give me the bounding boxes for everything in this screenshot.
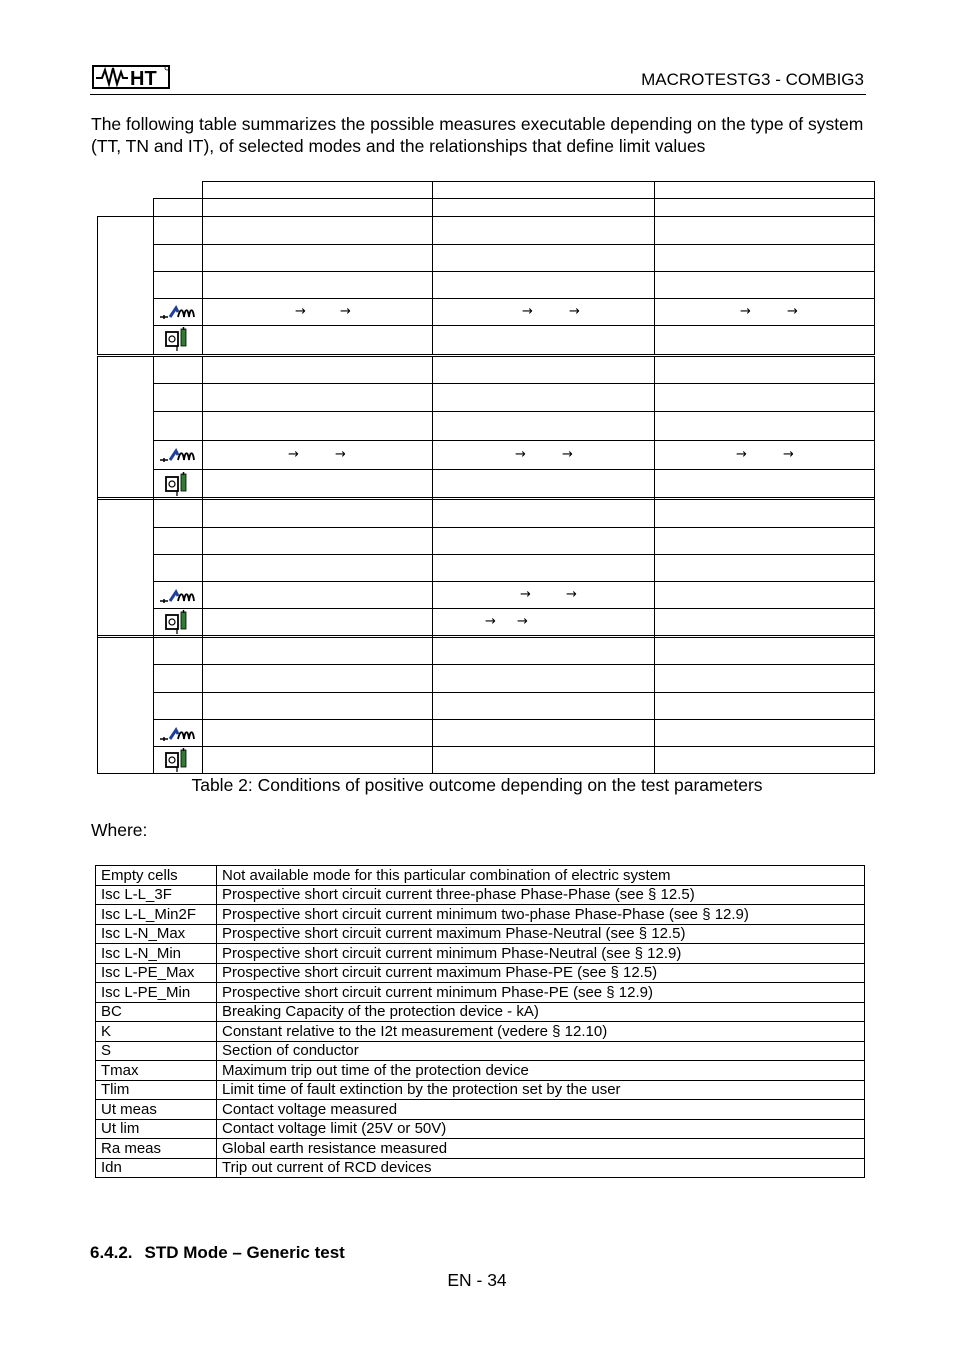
table-grid-line — [202, 216, 203, 355]
table-row-line — [153, 325, 874, 326]
legend-description: Maximum trip out time of the protection device — [217, 1061, 865, 1081]
table-grid-line — [153, 198, 154, 217]
legend-row — [96, 1080, 865, 1100]
table-grid-line — [153, 216, 154, 355]
table-row-line — [153, 271, 874, 272]
table-row-line — [153, 554, 874, 555]
arrow-icon: → — [522, 304, 533, 319]
table-grid-line — [97, 637, 98, 774]
legend-key: Isc L-L_Min2F — [96, 905, 217, 925]
arrow-icon: → — [787, 304, 798, 319]
legend-key: Empty cells — [96, 866, 217, 886]
legend-description: Contact voltage limit (25V or 50V) — [217, 1119, 865, 1139]
legend-key: Ra meas — [96, 1139, 217, 1159]
table-grid-line — [654, 637, 655, 774]
table-row-line — [153, 527, 874, 528]
table-grid-line — [874, 356, 875, 499]
arrow-icon: → — [335, 447, 346, 462]
legend-row — [96, 866, 865, 886]
group-separator — [97, 354, 874, 355]
page-header — [90, 62, 866, 95]
rcd-trip-icon — [164, 747, 192, 773]
legend-key: Isc L-L_3F — [96, 885, 217, 905]
legend-key: Isc L-N_Max — [96, 924, 217, 944]
table-grid-line — [97, 499, 98, 637]
table-grid-line — [874, 637, 875, 774]
group-separator — [97, 635, 874, 636]
table-grid-line — [654, 181, 655, 217]
section-heading — [90, 1243, 345, 1263]
arrow-icon: → — [520, 587, 531, 602]
table-grid-line — [153, 499, 154, 637]
table-row-line — [153, 608, 874, 609]
table-grid-line — [97, 356, 98, 499]
arrow-icon: → — [783, 447, 794, 462]
table-row-line — [153, 746, 874, 747]
legend-row — [96, 1139, 865, 1159]
legend-description: Prospective short circuit current minimum two-phase Phase-Phase (see § 12.9) — [217, 905, 865, 925]
legend-key: Ut lim — [96, 1119, 217, 1139]
table-grid-line — [202, 637, 203, 774]
table-grid-line — [432, 499, 433, 637]
arrow-icon: → — [569, 304, 580, 319]
arrow-icon: → — [740, 304, 751, 319]
legend-key: Isc L-PE_Max — [96, 963, 217, 983]
legend-row — [96, 963, 865, 983]
table-row-line — [153, 244, 874, 245]
table-row-line — [153, 469, 874, 470]
group-top-border — [97, 499, 874, 500]
legend-description: Prospective short circuit current minimum Phase-Neutral (see § 12.9) — [217, 944, 865, 964]
legend-description: Trip out current of RCD devices — [217, 1158, 865, 1178]
table-row-line — [153, 440, 874, 441]
where-label: Where: — [91, 820, 148, 840]
table-grid-line — [97, 216, 98, 355]
legend-row — [96, 983, 865, 1003]
arrow-icon: → — [340, 304, 351, 319]
legend-table — [95, 865, 865, 1178]
legend-key: Idn — [96, 1158, 217, 1178]
arrow-icon: → — [736, 447, 747, 462]
table-grid-line — [654, 216, 655, 355]
table-grid-line — [432, 356, 433, 499]
legend-description: Constant relative to the I2t measurement (vedere § 12.10) — [217, 1022, 865, 1042]
legend-row — [96, 1002, 865, 1022]
legend-key: Isc L-N_Min — [96, 944, 217, 964]
table-grid-line — [202, 356, 203, 499]
table-grid-line — [202, 499, 203, 637]
document-title: MACROTESTG3 - COMBIG3 — [641, 70, 864, 89]
arrow-icon: → — [562, 447, 573, 462]
legend-description: Not available mode for this particular combination of electric system — [217, 866, 865, 886]
table-row-line — [153, 719, 874, 720]
table-grid-line — [874, 181, 875, 217]
legend-description: Prospective short circuit current maximum Phase-PE (see § 12.5) — [217, 963, 865, 983]
legend-key: Tmax — [96, 1061, 217, 1081]
legend-row — [96, 1022, 865, 1042]
legend-row — [96, 944, 865, 964]
table-grid-line — [153, 356, 154, 499]
legend-key: Ut meas — [96, 1100, 217, 1120]
svg-text:HT: HT — [130, 68, 157, 90]
group-top-border — [97, 356, 874, 357]
table-grid-line — [202, 181, 874, 182]
table-grid-line — [654, 499, 655, 637]
section-title: STD Mode – Generic test — [144, 1243, 345, 1262]
table-grid-line — [654, 356, 655, 499]
table-row-line — [153, 664, 874, 665]
loop-impedance-icon — [158, 724, 198, 742]
section-number: 6.4.2. — [90, 1243, 133, 1262]
table-row-line — [153, 383, 874, 384]
table-caption: Table 2: Conditions of positive outcome depending on the test parameters — [191, 775, 763, 795]
group-top-border — [97, 216, 874, 217]
legend-row — [96, 1158, 865, 1178]
page-number: EN - 34 — [447, 1270, 507, 1290]
ht-logo-icon — [92, 62, 172, 90]
table-bottom-border — [97, 773, 874, 774]
table-row-line — [153, 581, 874, 582]
legend-row — [96, 885, 865, 905]
arrow-icon: → — [566, 587, 577, 602]
legend-row — [96, 905, 865, 925]
arrow-icon: → — [485, 614, 496, 629]
table-row-line — [153, 692, 874, 693]
legend-description: Prospective short circuit current maximum Phase-Neutral (see § 12.5) — [217, 924, 865, 944]
legend-description: Prospective short circuit current three-phase Phase-Phase (see § 12.5) — [217, 885, 865, 905]
legend-key: K — [96, 1022, 217, 1042]
table-grid-line — [153, 198, 874, 199]
legend-description: Breaking Capacity of the protection device - kA) — [217, 1002, 865, 1022]
table-grid-line — [432, 181, 433, 217]
legend-key: S — [96, 1041, 217, 1061]
table-row-line — [153, 411, 874, 412]
arrow-icon: → — [295, 304, 306, 319]
arrow-icon: → — [517, 614, 528, 629]
legend-description: Prospective short circuit current minimum Phase-PE (see § 12.9) — [217, 983, 865, 1003]
rcd-trip-icon — [164, 326, 192, 352]
loop-impedance-icon — [158, 445, 198, 463]
legend-description: Global earth resistance measured — [217, 1139, 865, 1159]
loop-impedance-icon — [158, 586, 198, 604]
legend-row — [96, 924, 865, 944]
arrow-icon: → — [288, 447, 299, 462]
table-grid-line — [432, 637, 433, 774]
table-row-line — [153, 298, 874, 299]
legend-description: Limit time of fault extinction by the protection set by the user — [217, 1080, 865, 1100]
legend-row — [96, 1061, 865, 1081]
group-separator — [97, 497, 874, 498]
rcd-trip-icon — [164, 471, 192, 497]
legend-key: BC — [96, 1002, 217, 1022]
legend-row — [96, 1041, 865, 1061]
legend-row — [96, 1119, 865, 1139]
table-grid-line — [153, 637, 154, 774]
table-grid-line — [874, 216, 875, 355]
rcd-trip-icon — [164, 609, 192, 635]
legend-description: Contact voltage measured — [217, 1100, 865, 1120]
legend-key: Tlim — [96, 1080, 217, 1100]
table-grid-line — [202, 181, 203, 217]
legend-row — [96, 1100, 865, 1120]
group-top-border — [97, 637, 874, 638]
arrow-icon: → — [515, 447, 526, 462]
loop-impedance-icon — [158, 302, 198, 320]
intro-paragraph: The following table summarizes the possible measures executable depending on the type of system (TT, TN and IT), of selected modes and the relationships that define limit values — [91, 114, 864, 156]
table-grid-line — [432, 216, 433, 355]
legend-description: Section of conductor — [217, 1041, 865, 1061]
legend-key: Isc L-PE_Min — [96, 983, 217, 1003]
table-grid-line — [874, 499, 875, 637]
